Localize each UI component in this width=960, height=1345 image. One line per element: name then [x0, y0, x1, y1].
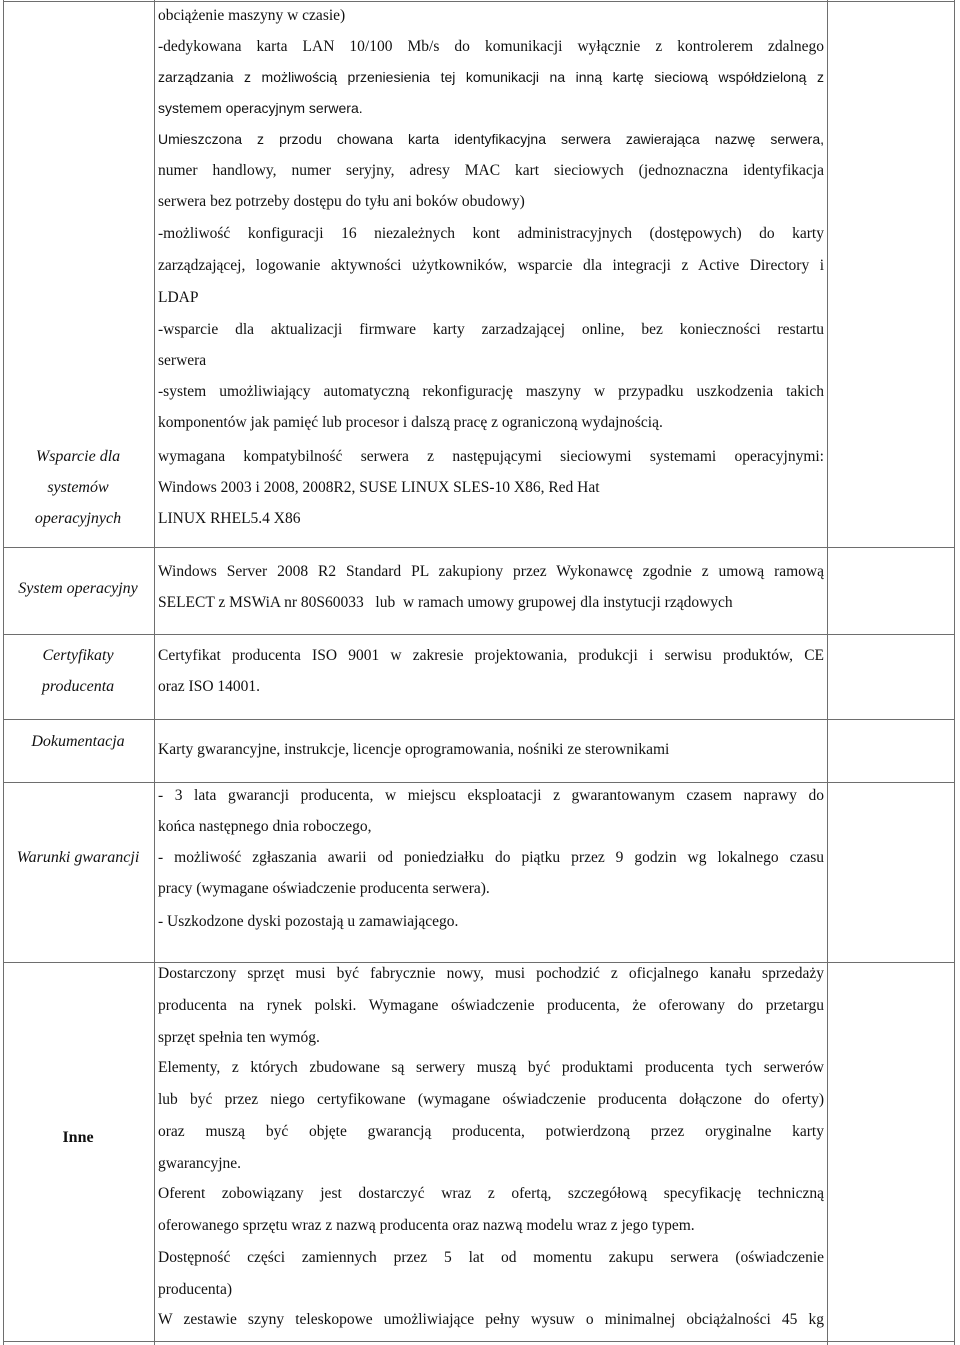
- cell-line: Certyfikat producenta ISO 9001 w zakresie projektowania, produkcji i serwisu produktów, CE: [158, 647, 824, 664]
- cell-line: Oferent zobowiązany jest dostarczyć wraz z ofertą, szczegółową specyfikację techniczną: [158, 1185, 824, 1202]
- row-label: systemów: [47, 479, 109, 496]
- cell-line: Umieszczona z przodu chowana karta identyfikacyjna serwera zawierająca nazwę serwera,: [158, 131, 824, 147]
- cell-line: lub być przez niego certyfikowane (wymagane oświadczenie producenta dołączone do oferty): [158, 1091, 824, 1108]
- table-border-right: [954, 0, 955, 1345]
- cell-line: pracy (wymagane oświadczenie producenta serwera).: [158, 880, 490, 897]
- row-label: System operacyjny: [18, 580, 138, 597]
- cell-line: Dostarczony sprzęt musi być fabrycznie nowy, musi pochodzić z oficjalnego kanału sprzedaży: [158, 965, 824, 982]
- cell-line: serwera bez potrzeby dostępu do tyłu ani boków obudowy): [158, 193, 525, 210]
- row-divider: [3, 719, 955, 720]
- cell-line: komponentów jak pamięć lub procesor i dalszą pracę z ograniczoną wydajnością.: [158, 414, 663, 431]
- cell-line: wymagana kompatybilność serwera z następującymi sieciowymi systemami operacyjnymi:: [158, 448, 824, 465]
- cell-line: Windows 2003 i 2008, 2008R2, SUSE LINUX SLES-10 X86, Red Hat: [158, 479, 600, 496]
- row-label: Inne: [62, 1129, 94, 1146]
- table-column-divider-right: [827, 0, 828, 1345]
- cell-line: -wsparcie dla aktualizacji firmware karty zarzadzającej online, bez konieczności restartu: [158, 321, 824, 338]
- cell-line: Dostępność części zamiennych przez 5 lat od momentu zakupu serwera (oświadczenie: [158, 1249, 824, 1266]
- cell-line: - możliwość zgłaszania awarii od poniedziałku do piątku przez 9 godzin wg lokalnego czasu: [158, 849, 824, 866]
- cell-line: SELECT z MSWiA nr 80S60033 lub w ramach umowy grupowej dla instytucji rządowych: [158, 594, 733, 611]
- cell-line: systemem operacyjnym serwera.: [158, 100, 363, 116]
- cell-line: LINUX RHEL5.4 X86: [158, 510, 301, 527]
- row-divider: [3, 634, 955, 635]
- cell-line: zarządzającej, logowanie aktywności użytkowników, wsparcie dla integracji z Active Directory i: [158, 257, 824, 274]
- table-border-bottom: [3, 1341, 955, 1342]
- row-label: Wsparcie dla: [35, 448, 121, 465]
- cell-line: oraz muszą być objęte gwarancją producenta, potwierdzoną przez oryginalne karty: [158, 1123, 824, 1140]
- row-label: Warunki gwarancji: [16, 849, 140, 866]
- cell-line: - Uszkodzone dyski pozostają u zamawiającego.: [158, 913, 459, 930]
- cell-line: końca następnego dnia roboczego,: [158, 818, 372, 835]
- cell-line: - 3 lata gwarancji producenta, w miejscu eksploatacji z gwarantowanym czasem naprawy do: [158, 787, 824, 804]
- row-label: operacyjnych: [34, 510, 122, 527]
- cell-line: producenta na rynek polski. Wymagane oświadczenie producenta, że oferowany do przetargu: [158, 997, 824, 1014]
- cell-line: producenta): [158, 1281, 233, 1298]
- cell-line: oferowanego sprzętu wraz z nazwą producenta oraz nazwą modelu wraz z jego typem.: [158, 1217, 695, 1234]
- cell-line: zarządzania z możliwością przeniesienia tej komunikacji na inną kartę sieciową współdzieloną z: [158, 69, 824, 85]
- cell-line: LDAP: [158, 289, 199, 306]
- cell-line: Karty gwarancyjne, instrukcje, licencje oprogramowania, nośniki ze sterownikami: [158, 741, 670, 758]
- cell-line: serwera: [158, 352, 207, 369]
- cell-line: -możliwość konfiguracji 16 niezależnych kont administracyjnych (dostępowych) do karty: [158, 225, 824, 242]
- cell-line: Elementy, z których zbudowane są serwery muszą być produktami producenta tych serwerów: [158, 1059, 824, 1076]
- cell-line: gwarancyjne.: [158, 1155, 242, 1172]
- row-label: Dokumentacja: [31, 733, 125, 750]
- table-column-divider: [154, 0, 155, 1345]
- row-divider: [3, 547, 955, 548]
- cell-line: W zestawie szyny teleskopowe umożliwiające pełny wysuw o minimalnej obciążalności 45 kg: [158, 1311, 824, 1328]
- cell-line: sprzęt spełnia ten wymóg.: [158, 1029, 320, 1046]
- row-label: producenta: [41, 678, 115, 695]
- cell-line: numer handlowy, numer seryjny, adresy MAC kart sieciowych (jednoznaczna identyfikacja: [158, 162, 824, 179]
- cell-line: Windows Server 2008 R2 Standard PL zakupiony przez Wykonawcę zgodnie z umową ramową: [158, 563, 824, 580]
- cell-line: obciążenie maszyny w czasie): [158, 7, 346, 24]
- row-label: Certyfikaty: [42, 647, 114, 664]
- cell-line: -system umożliwiający automatyczną rekonfigurację maszyny w przypadku uszkodzenia takich: [158, 383, 824, 400]
- cell-line: -dedykowana karta LAN 10/100 Mb/s do komunikacji wyłącznie z kontrolerem zdalnego: [158, 38, 824, 55]
- cell-line: oraz ISO 14001.: [158, 678, 261, 695]
